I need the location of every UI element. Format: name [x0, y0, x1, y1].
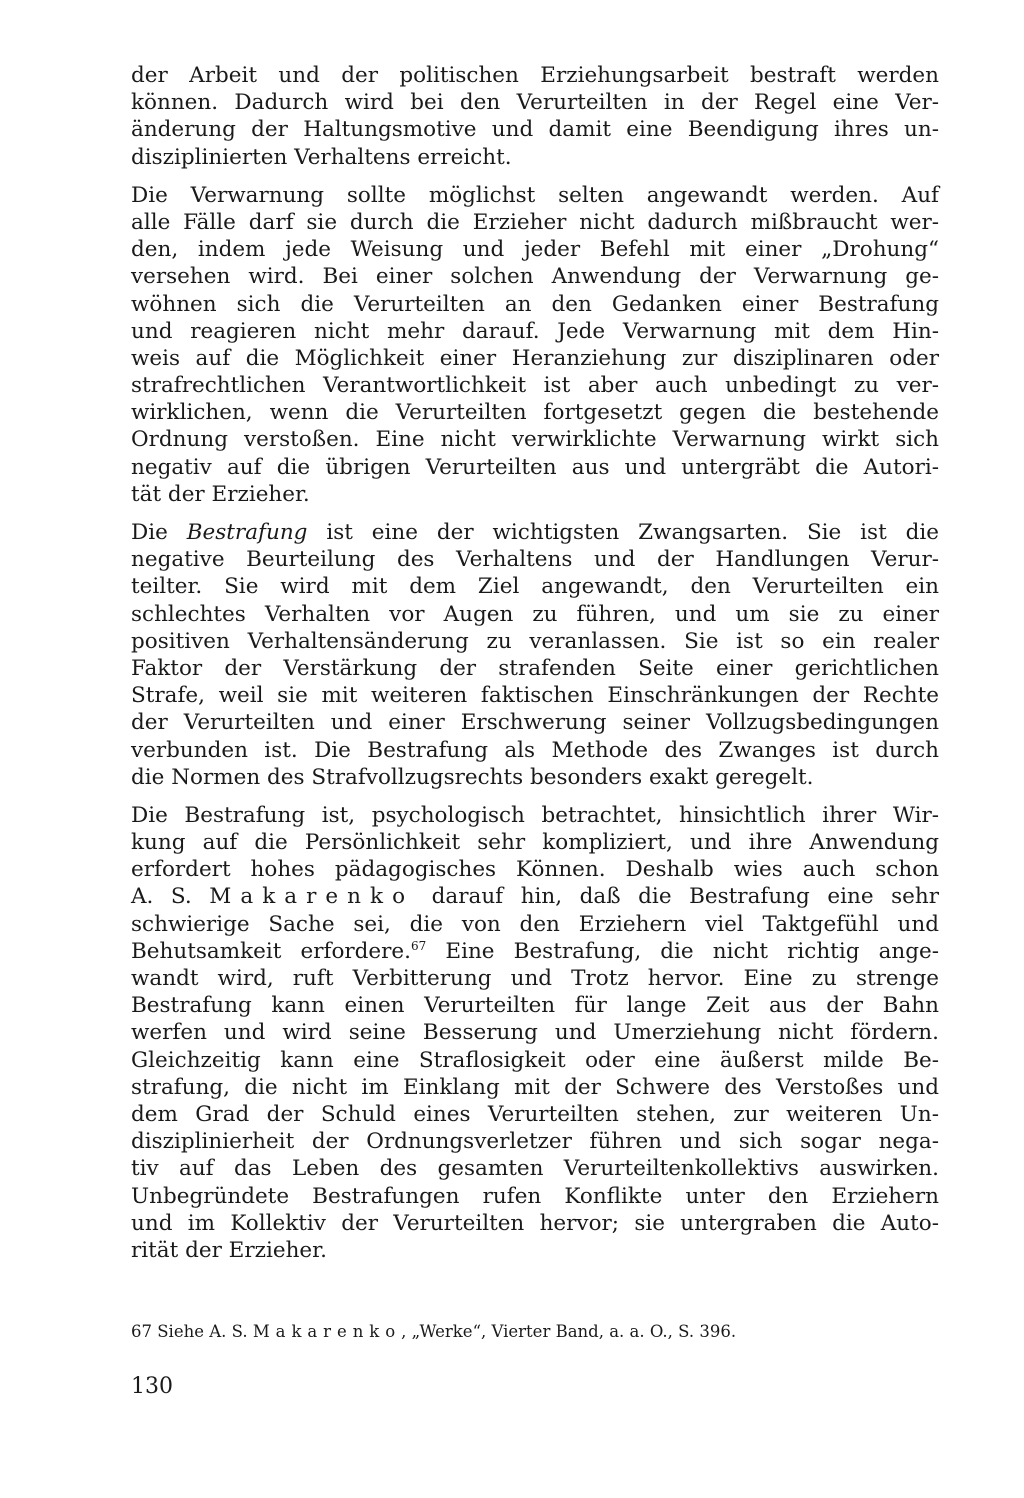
text-line: Die Bestrafung ist, psychologisch betrachtet, hinsichtlich ihrer Wir-: [131, 802, 939, 828]
text-line: disziplinierten Verhaltens erreicht.: [131, 144, 512, 170]
text-line: werfen und wird seine Besserung und Umerziehung nicht fördern.: [131, 1020, 939, 1046]
text-line: tiv auf das Leben des gesamten Verurteiltenkollektivs auswirken.: [131, 1156, 939, 1182]
footnote-reference: 67: [410, 938, 427, 953]
text-line: Bestrafung kann einen Verurteilten für lange Zeit aus der Bahn: [131, 993, 939, 1019]
paragraph-2: [131, 182, 939, 508]
page-number: 130: [131, 1374, 173, 1399]
paragraph-4: [131, 802, 939, 1264]
text-line: [131, 938, 939, 965]
text-line: Faktor der Verstärkung der strafenden Seite einer gerichtlichen: [131, 655, 939, 681]
text-run: ist eine der wichtigsten Zwangsarten. Sie ist die: [307, 520, 939, 545]
text-line: und reagieren nicht mehr darauf. Jede Verwarnung mit dem Hin-: [131, 318, 939, 344]
text-line: tät der Erzieher.: [131, 481, 310, 507]
text-line: disziplinierheit der Ordnungsverletzer führen und sich sogar nega-: [131, 1129, 939, 1155]
text-line: erfordert hohes pädagogisches Können. Deshalb wies auch schon: [131, 857, 939, 883]
text-line: schlechtes Verhalten vor Augen zu führen, und um sie zu einer: [131, 601, 939, 627]
text-line: änderung der Haltungsmotive und damit eine Beendigung ihres un-: [131, 117, 939, 143]
text-line: [131, 519, 939, 546]
text-run: , „Werke“, Vierter Band, a. a. O., S. 396.: [401, 1322, 737, 1341]
spaced-author-name: Makarenko: [252, 1322, 402, 1341]
paragraph-3: [131, 519, 939, 791]
footnote-number: 67: [131, 1322, 152, 1341]
text-line: negative Beurteilung des Verhaltens und der Handlungen Verur-: [131, 547, 939, 573]
text-line: positiven Verhaltensänderung zu veranlassen. Sie ist so ein realer: [131, 628, 939, 654]
text-line: verbunden ist. Die Bestrafung als Methode des Zwanges ist durch: [131, 737, 939, 763]
text-run: Behutsamkeit erfordere.: [131, 938, 411, 964]
text-line: kung auf die Persönlichkeit sehr kompliziert, und ihre Anwendung: [131, 830, 939, 856]
text-line: versehen wird. Bei einer solchen Anwendung der Verwarnung ge-: [131, 264, 939, 290]
text-line: strafrechtlichen Verantwortlichkeit ist aber auch unbedingt zu ver-: [131, 373, 939, 399]
text-line: alle Fälle darf sie durch die Erzieher nicht dadurch mißbraucht wer-: [131, 209, 939, 235]
text-line: strafung, die nicht im Einklang mit der Schwere des Verstoßes und: [131, 1074, 939, 1100]
text-line: dem Grad der Schuld eines Verurteilten stehen, zur weiteren Un-: [131, 1101, 939, 1127]
text-run: Eine Bestrafung, die nicht richtig ange-: [426, 938, 939, 964]
text-line: den, indem jede Weisung und jeder Befehl mit einer „Drohung“: [131, 237, 939, 263]
text-run: A. S.: [131, 884, 210, 910]
text-line: Unbegründete Bestrafungen rufen Konflikte unter den Erziehern: [131, 1183, 939, 1209]
text-run: Siehe A. S.: [157, 1322, 253, 1341]
text-run: Die: [131, 520, 187, 545]
text-line: rität der Erzieher.: [131, 1237, 327, 1263]
text-line: die Normen des Strafvollzugsrechts besonders exakt geregelt.: [131, 764, 814, 790]
text-line: Die Verwarnung sollte möglichst selten angewandt werden. Auf: [131, 182, 939, 208]
paragraph-1: [131, 62, 939, 171]
footnote: [131, 1322, 736, 1342]
text-line: wirklichen, wenn die Verurteilten fortgesetzt gegen die bestehende: [131, 400, 939, 426]
text-line: wandt wird, ruft Verbitterung und Trotz hervor. Eine zu strenge: [131, 966, 939, 991]
spaced-author-name: Makarenko: [209, 884, 415, 910]
text-line: teilter. Sie wird mit dem Ziel angewandt, den Verurteilten ein: [131, 574, 939, 600]
text-line: weis auf die Möglichkeit einer Heranziehung zur disziplinaren oder: [131, 345, 939, 371]
page-body: [131, 62, 939, 1275]
text-line: negativ auf die übrigen Verurteilten aus und untergräbt die Autori-: [131, 454, 939, 480]
text-line: der Arbeit und der politischen Erziehungsarbeit bestraft werden: [131, 63, 939, 88]
text-line: können. Dadurch wird bei den Verurteilten in der Regel eine Ver-: [131, 90, 939, 116]
italic-term: Bestrafung: [186, 520, 308, 545]
text-line: der Verurteilten und einer Erschwerung seiner Vollzugsbedingungen: [131, 710, 939, 736]
text-line: Strafe, weil sie mit weiteren faktischen Einschränkungen der Rechte: [131, 683, 939, 709]
text-line: Ordnung verstoßen. Eine nicht verwirklichte Verwarnung wirkt sich: [131, 427, 939, 453]
text-run: darauf hin, daß die Bestrafung eine sehr: [414, 884, 939, 910]
text-line: schwierige Sache sei, die von den Erziehern viel Taktgefühl und: [131, 911, 939, 937]
text-line: [131, 883, 939, 910]
text-line: Gleichzeitig kann eine Straflosigkeit oder eine äußerst milde Be-: [131, 1047, 939, 1073]
text-line: und im Kollektiv der Verurteilten hervor; sie untergraben die Auto-: [131, 1210, 939, 1236]
text-line: wöhnen sich die Verurteilten an den Gedanken einer Bestrafung: [131, 291, 939, 317]
